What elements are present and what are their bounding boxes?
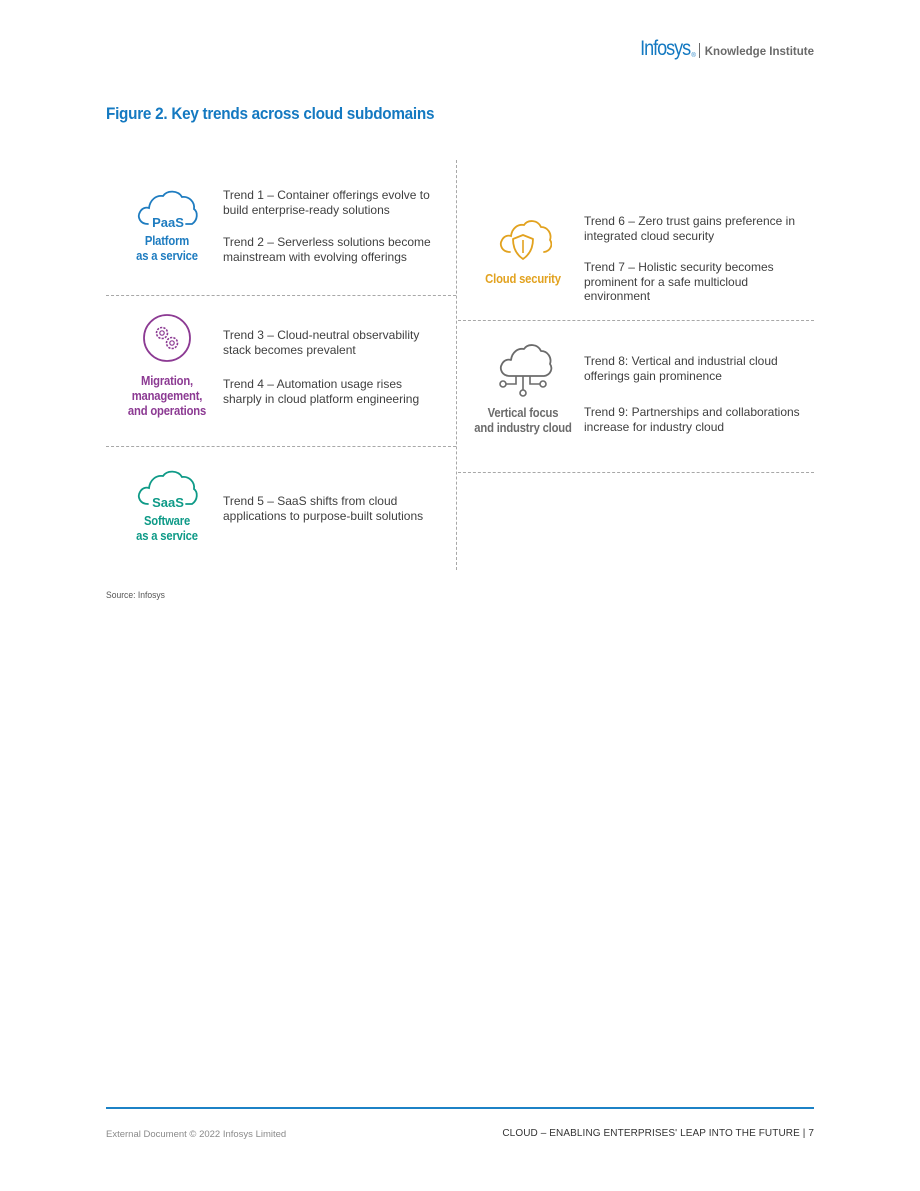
- network-cloud-icon: [492, 344, 554, 400]
- gears-icon: [141, 312, 193, 364]
- category-security: [473, 216, 573, 287]
- paas-label-line2: as a service: [136, 249, 198, 263]
- trend-2: Trend 2 – Serverless solutions become mainstream with evolving offerings: [223, 235, 431, 264]
- trend-5: Trend 5 – SaaS shifts from cloud applications to purpose-built solutions: [223, 494, 424, 523]
- trend-1: Trend 1 – Container offerings evolve to build enterprise-ready solutions: [223, 188, 430, 217]
- logo-registered-mark: ®: [691, 53, 696, 59]
- paas-label: [122, 234, 212, 264]
- category-paas: [117, 184, 217, 264]
- trend-9: Trend 9: Partnerships and collaborations increase for industry cloud: [584, 405, 800, 434]
- vertical-label-line1: Vertical focus: [487, 406, 559, 420]
- trend-4: Trend 4 – Automation usage rises sharply in cloud platform engineering: [223, 377, 420, 406]
- migration-label-line1: Migration,: [141, 374, 193, 388]
- trend-8: Trend 8: Vertical and industrial cloud offerings gain prominence: [584, 354, 778, 383]
- footer-copyright: External Document © 2022 Infosys Limited: [106, 1129, 287, 1140]
- footer-rule: [106, 1107, 814, 1109]
- divider-vertical-bottom: [458, 472, 814, 473]
- trend-6: Trend 6 – Zero trust gains preference in integrated cloud security: [584, 214, 795, 243]
- paas-label-line1: Platform: [144, 234, 190, 248]
- paas-icon-text: PaaS: [152, 215, 184, 230]
- saas-label-line2: as a service: [136, 529, 198, 543]
- migration-label-line2: management,: [131, 389, 203, 403]
- logo-brand: Infosys: [640, 37, 691, 60]
- migration-label-line3: and operations: [127, 404, 207, 418]
- category-migration: [112, 312, 222, 419]
- logo-institute: Knowledge Institute: [704, 45, 814, 58]
- paas-cloud-icon: [134, 184, 200, 232]
- category-saas: [117, 464, 217, 544]
- figure-title: Figure 2. Key trends across cloud subdomains: [106, 104, 435, 123]
- divider-paas-migration: [106, 295, 456, 296]
- migration-label: [118, 374, 217, 419]
- vertical-label: [472, 406, 575, 436]
- shield-cloud-icon: [494, 216, 552, 268]
- saas-label-line1: Software: [143, 514, 191, 528]
- saas-icon-text: SaaS: [152, 495, 184, 510]
- vertical-divider: [456, 160, 457, 570]
- figure-source: Source: Infosys: [106, 590, 165, 601]
- saas-cloud-icon: [134, 464, 200, 512]
- saas-label: [122, 514, 212, 544]
- footer-running-title: CLOUD – ENABLING ENTERPRISES' LEAP INTO THE FUTURE | 7: [502, 1128, 814, 1139]
- logo-separator: [699, 43, 700, 58]
- vertical-label-line2: and industry cloud: [474, 421, 572, 435]
- security-label: [478, 272, 568, 287]
- trend-3: Trend 3 – Cloud-neutral observability stack becomes prevalent: [223, 328, 420, 357]
- category-vertical: [466, 344, 580, 436]
- infosys-logo: [632, 38, 814, 59]
- divider-migration-saas: [106, 446, 456, 447]
- divider-security-vertical: [458, 320, 814, 321]
- security-label-line1: Cloud security: [485, 272, 561, 286]
- trend-7: Trend 7 – Holistic security becomes prominent for a safe multicloud environment: [584, 260, 774, 303]
